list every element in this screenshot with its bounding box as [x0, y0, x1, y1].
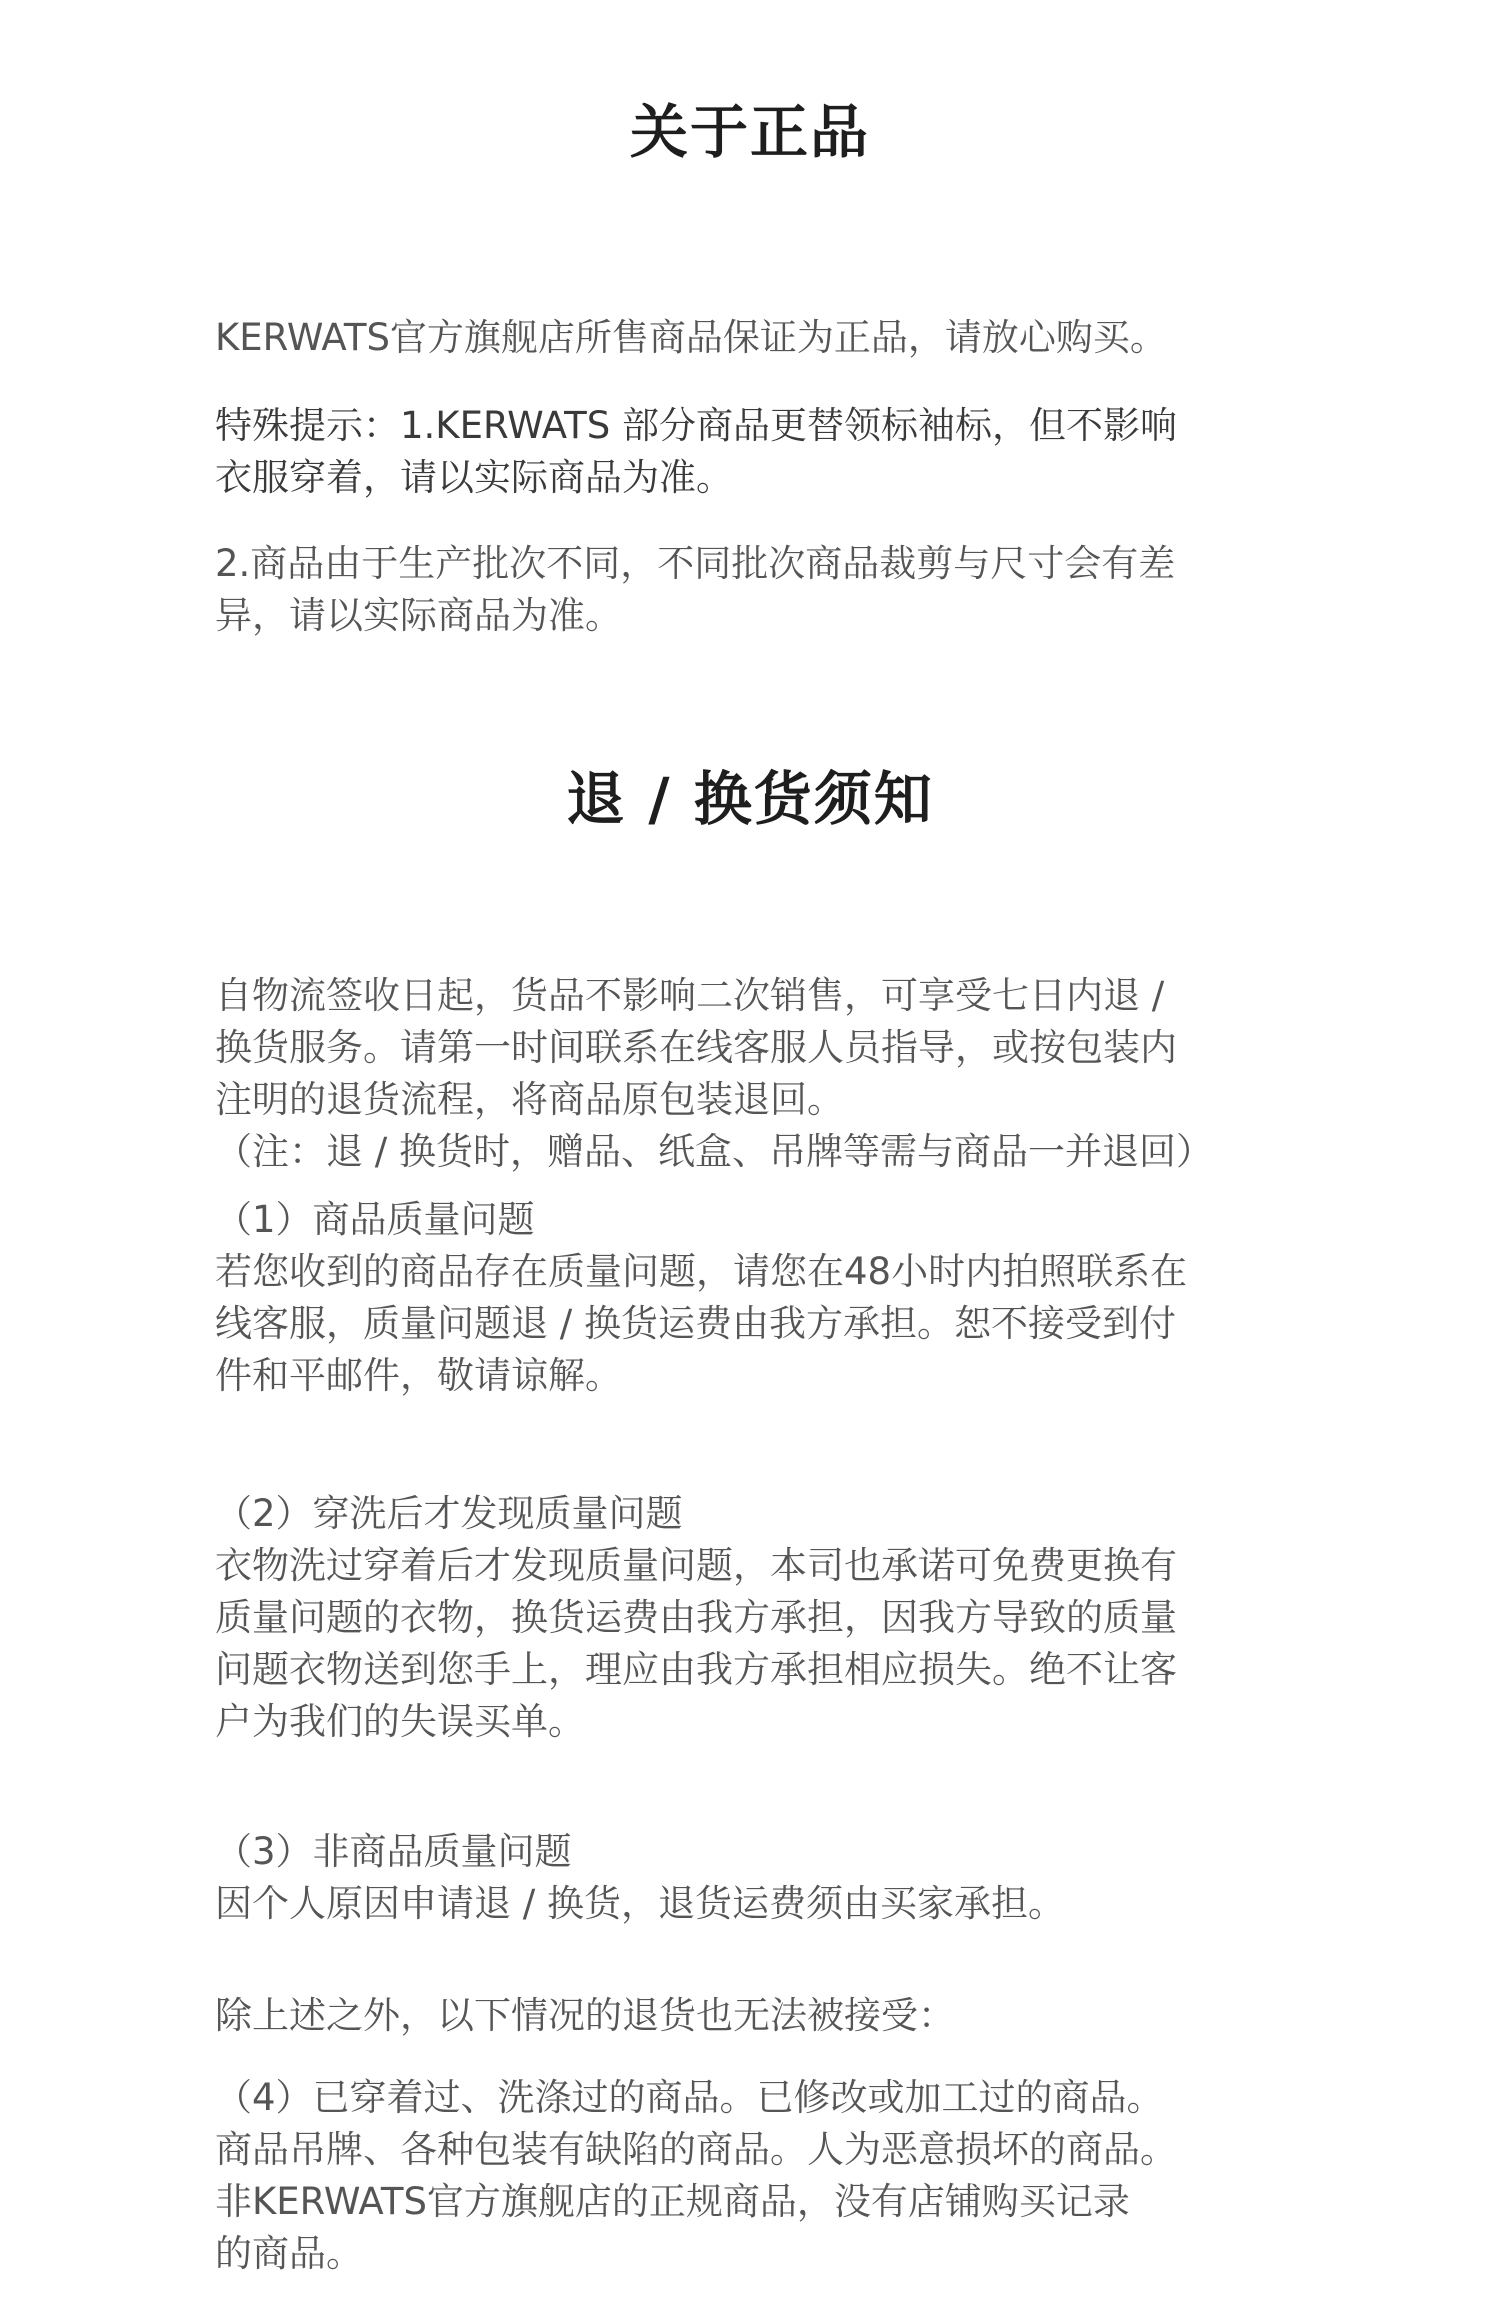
special-notice-line: 特殊提示：1.KERWATS 部分商品更替领标袖标，但不影响	[215, 404, 1177, 447]
item-exceptions-line: （4）已穿着过、洗涤过的商品。已修改或加工过的商品。	[215, 2076, 1164, 2119]
item-after-wash-line: 衣物洗过穿着后才发现质量问题，本司也承诺可免费更换有	[215, 1544, 1177, 1587]
item-after-wash-line: 问题衣物送到您手上，理应由我方承担相应损失。绝不让客	[215, 1648, 1177, 1691]
item-quality-issue-line: 线客服，质量问题退 / 换货运费由我方承担。恕不接受到付	[215, 1302, 1176, 1345]
returns-intro-line: （注：退 / 换货时，赠品、纸盒、吊牌等需与商品一并退回）	[215, 1130, 1213, 1173]
item-quality-issue	[215, 1194, 1295, 1402]
item-quality-issue-line: （1）商品质量问题	[215, 1198, 535, 1241]
item-after-wash	[215, 1488, 1295, 1748]
item-non-quality-line: 因个人原因申请退 / 换货，退货运费须由买家承担。	[215, 1882, 1065, 1925]
authentic-statement: KERWATS官方旗舰店所售商品保证为正品，请放心购买。	[215, 316, 1167, 359]
exception-intro: 除上述之外，以下情况的退货也无法被接受：	[215, 1994, 955, 2037]
item-exceptions-line: 的商品。	[215, 2232, 363, 2275]
batch-notice-line: 异，请以实际商品为准。	[215, 594, 622, 637]
item-quality-issue-line: 若您收到的商品存在质量问题，请您在48小时内拍照联系在	[215, 1250, 1188, 1293]
batch-notice	[215, 538, 1295, 642]
item-after-wash-line: （2）穿洗后才发现质量问题	[215, 1492, 683, 1535]
item-exceptions-line: 非KERWATS官方旗舰店的正规商品，没有店铺购买记录	[215, 2180, 1130, 2223]
item-exceptions-line: 商品吊牌、各种包装有缺陷的商品。人为恶意损坏的商品。	[215, 2128, 1177, 2171]
special-notice	[215, 400, 1295, 504]
returns-intro-line: 换货服务。请第一时间联系在线客服人员指导，或按包装内	[215, 1026, 1177, 1069]
batch-notice-line: 2.商品由于生产批次不同，不同批次商品裁剪与尺寸会有差	[215, 542, 1176, 585]
special-notice-line: 衣服穿着，请以实际商品为准。	[215, 456, 733, 499]
item-non-quality-line: （3）非商品质量问题	[215, 1830, 572, 1873]
item-exceptions	[215, 2072, 1295, 2280]
returns-intro	[215, 970, 1295, 1178]
item-quality-issue-line: 件和平邮件，敬请谅解。	[215, 1354, 622, 1397]
returns-title: 退 / 换货须知	[566, 765, 934, 833]
returns-intro-line: 注明的退货流程，将商品原包装退回。	[215, 1078, 844, 1121]
item-after-wash-line: 质量问题的衣物，换货运费由我方承担，因我方导致的质量	[215, 1596, 1177, 1639]
item-after-wash-line: 户为我们的失误买单。	[215, 1700, 585, 1743]
authentic-title: 关于正品	[629, 98, 870, 166]
item-non-quality	[215, 1826, 1295, 1930]
returns-intro-line: 自物流签收日起，货品不影响二次销售，可享受七日内退 /	[215, 974, 1165, 1017]
